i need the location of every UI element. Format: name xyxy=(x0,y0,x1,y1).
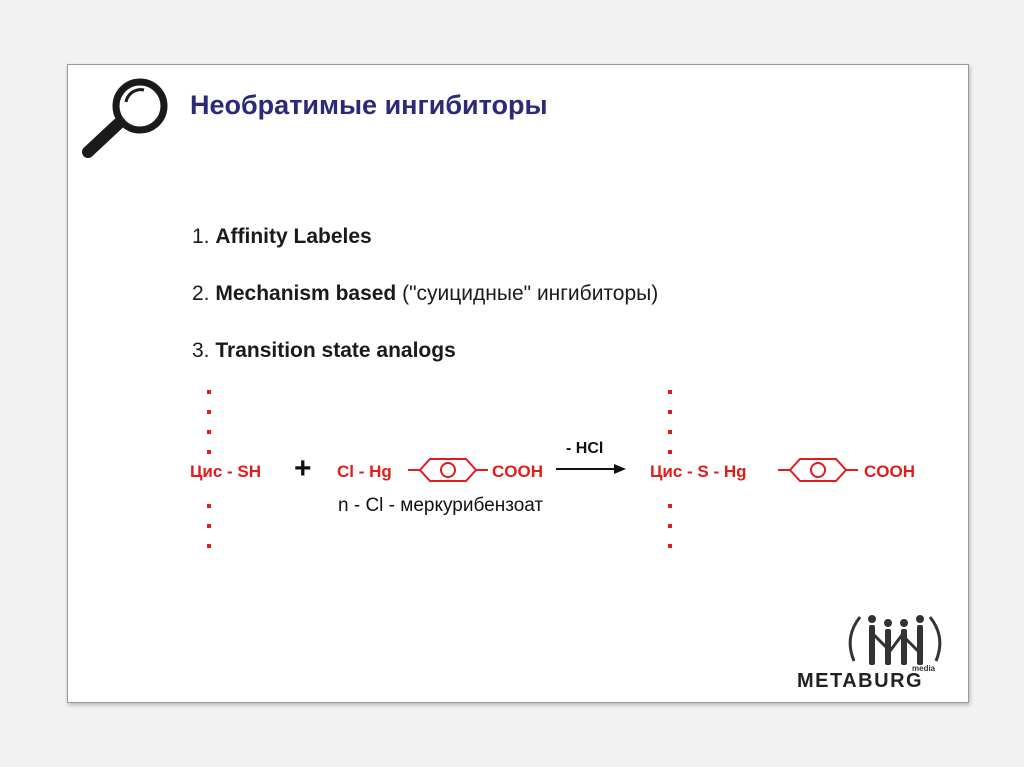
magnifier-icon xyxy=(78,72,182,164)
list-item-2: 2. Mechanism based ("суицидные" ингибиторы) xyxy=(192,282,659,305)
logo-media-label: media xyxy=(912,664,936,673)
reagent-caption: n - Cl - меркурибензоат xyxy=(338,495,544,516)
arrow-label: - HCl xyxy=(566,440,604,457)
reactant2-suffix: COOH xyxy=(492,462,543,481)
reactant-cys-sh: Цис - SH xyxy=(190,462,262,481)
reactant2-prefix: Cl - Hg xyxy=(337,462,392,481)
product-prefix: Цис - S - Hg xyxy=(650,462,747,481)
logo-text: METABURG xyxy=(797,670,924,692)
list-item-1: 1. Affinity Labeles xyxy=(192,225,372,248)
plus-sign: + xyxy=(294,452,312,485)
benzene-ring-icon xyxy=(408,457,488,483)
list-item-3: 3. Transition state analogs xyxy=(192,339,456,362)
product-suffix: COOH xyxy=(864,462,915,481)
benzene-ring-icon xyxy=(778,457,858,483)
reaction-arrow-icon xyxy=(556,462,626,476)
slide-title: Необратимые ингибиторы xyxy=(190,90,548,120)
